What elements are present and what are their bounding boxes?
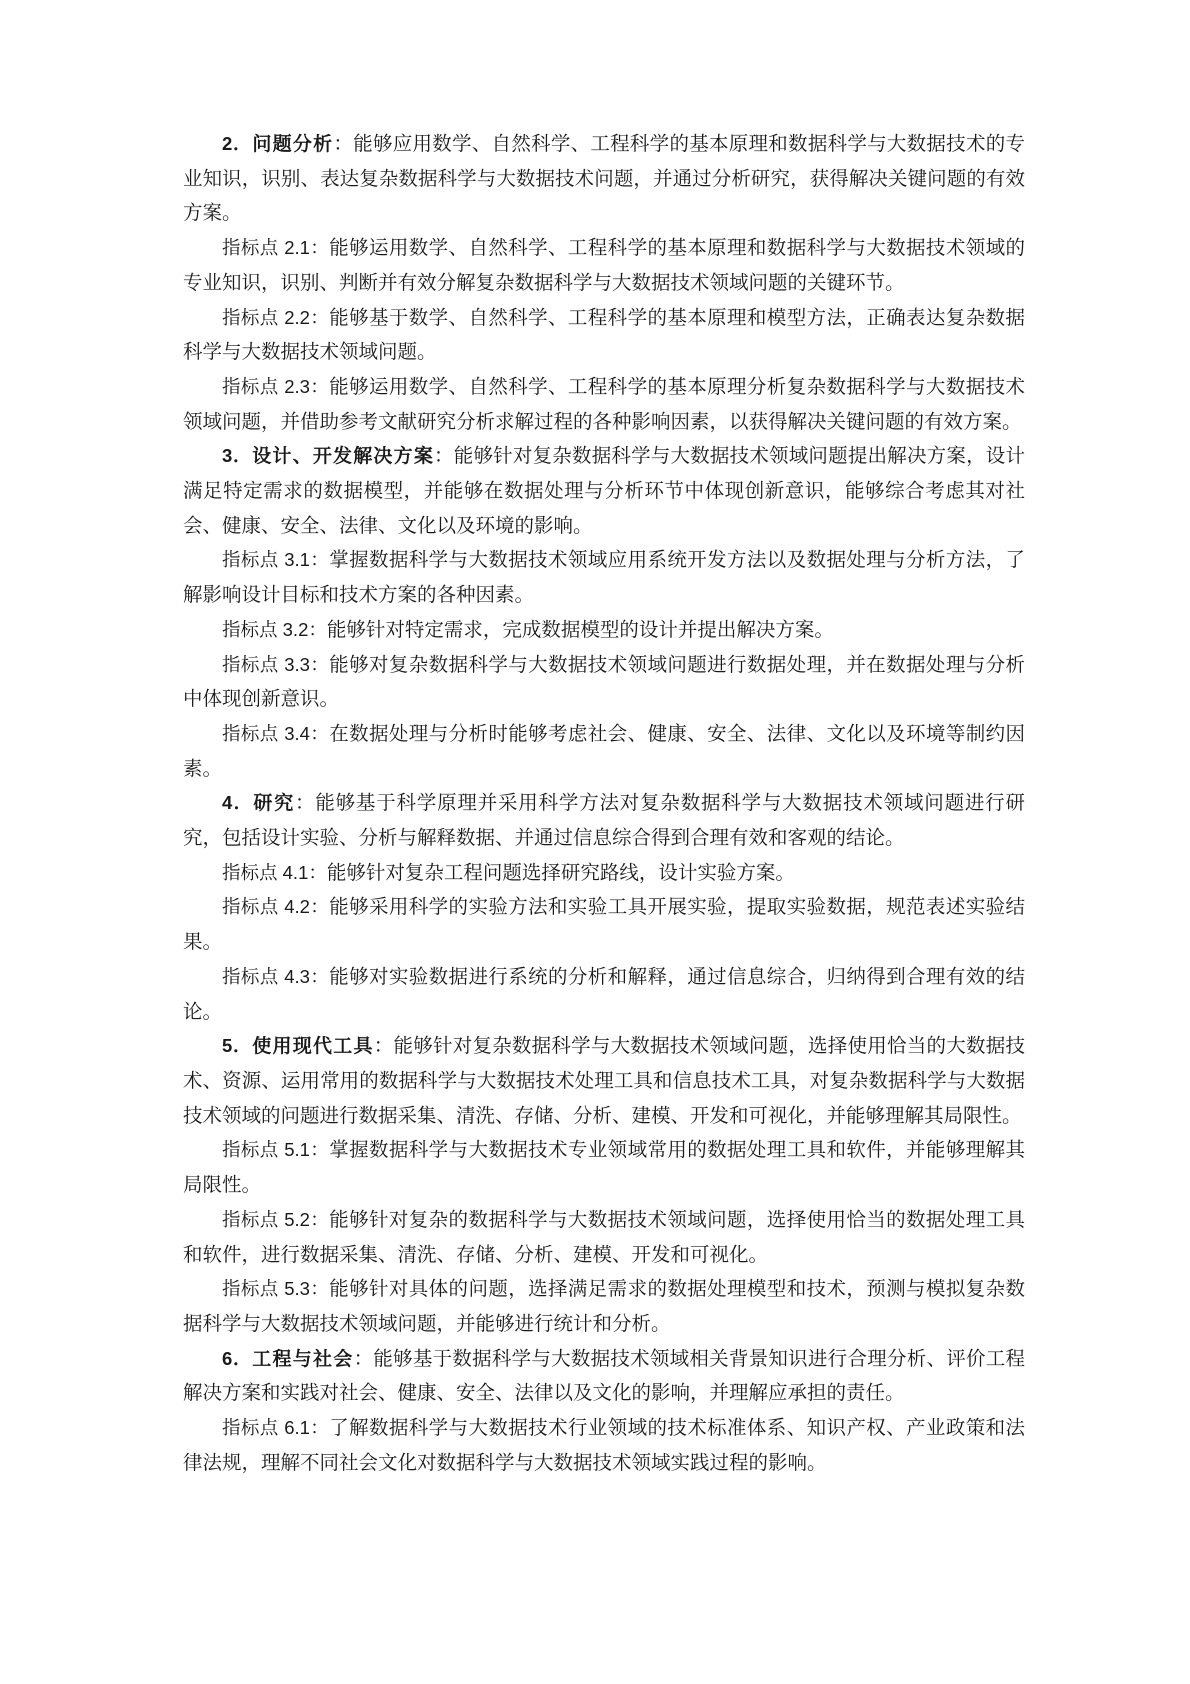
indicator-text: 掌握数据科学与大数据技术领域应用系统开发方法以及数据处理与分析方法，了解影响设计目标和技术方案的各种因素。 [183, 550, 1025, 607]
indicator-label: 指标点 4.3： [222, 965, 330, 987]
indicator-point [183, 649, 1025, 718]
indicator-text: 能够采用科学的实验方法和实验工具开展实验，提取实验数据，规范表述实验结果。 [183, 897, 1025, 954]
section-colon: ： [434, 446, 454, 468]
indicator-point [183, 371, 1025, 440]
section-number: 4． [222, 792, 254, 814]
indicator-point [183, 1134, 1025, 1203]
section-title: 工程与社会 [252, 1348, 354, 1370]
indicator-label: 指标点 5.1： [222, 1139, 330, 1161]
indicator-text: 能够运用数学、自然科学、工程科学的基本原理和数据科学与大数据技术领域的专业知识，识别、判断并有效分解复杂数据科学与大数据技术领域问题的关键环节。 [183, 238, 1025, 294]
indicator-label: 指标点 4.2： [222, 896, 330, 918]
indicator-label: 指标点 2.2： [222, 306, 330, 328]
indicator-text: 了解数据科学与大数据技术行业领域的技术标准体系、知识产权、产业政策和法律法规，理解不同社会文化对数据科学与大数据技术领域实践过程的影响。 [183, 1418, 1025, 1474]
indicator-point [183, 302, 1025, 371]
section-text: 能够应用数学、自然科学、工程科学的基本原理和数据科学与大数据技术的专业知识，识别、表达复杂数据科学与大数据技术问题，并通过分析研究，获得解决关键问题的有效方案。 [183, 134, 1025, 225]
section-colon: ： [295, 793, 316, 815]
indicator-label: 指标点 3.3： [222, 653, 330, 675]
indicator-label: 指标点 2.1： [222, 237, 330, 259]
section-number: 5． [222, 1035, 253, 1057]
indicator-text: 能够对实验数据进行系统的分析和解释，通过信息综合，归纳得到合理有效的结论。 [183, 966, 1025, 1023]
indicator-point [183, 1273, 1025, 1342]
indicator-point [183, 718, 1025, 787]
document-body [183, 128, 1025, 1481]
indicator-label: 指标点 4.1： [222, 861, 327, 883]
section-heading [183, 1030, 1025, 1134]
section-text: 能够基于数据科学与大数据技术领域相关背景知识进行合理分析、评价工程解决方案和实践对社会、健康、安全、法律以及文化的影响，并理解应承担的责任。 [183, 1348, 1025, 1405]
section-number: 3． [222, 445, 253, 467]
indicator-text: 能够针对具体的问题，选择满足需求的数据处理模型和技术，预测与模拟复杂数据科学与大数据技术领域问题，并能够进行统计和分析。 [183, 1279, 1025, 1335]
indicator-label: 指标点 3.4： [222, 722, 330, 744]
section-title: 问题分析 [252, 134, 334, 155]
section-title: 设计、开发解决方案 [252, 446, 435, 468]
indicator-text: 能够对复杂数据科学与大数据技术领域问题进行数据处理，并在数据处理与分析中体现创新意识。 [183, 654, 1025, 711]
section-number: 2． [222, 133, 253, 154]
indicator-point [183, 891, 1025, 960]
indicator-point [183, 857, 1025, 892]
indicator-point [183, 544, 1025, 613]
indicator-label: 指标点 5.2： [222, 1208, 330, 1230]
indicator-point [183, 1204, 1025, 1273]
indicator-point [183, 614, 1025, 649]
section-colon: ： [333, 134, 354, 155]
section-title: 研究 [253, 793, 295, 815]
section-text: 能够针对复杂数据科学与大数据技术领域问题提出解决方案，设计满足特定需求的数据模型，并能够在数据处理与分析环节中体现创新意识，能够综合考虑其对社会、健康、安全、法律、文化以及环境的影响。 [183, 446, 1025, 537]
section-heading [183, 787, 1025, 856]
indicator-point [183, 1412, 1025, 1481]
indicator-text: 能够针对复杂的数据科学与大数据技术领域问题，选择使用恰当的数据处理工具和软件，进行数据采集、清洗、存储、分析、建模、开发和可视化。 [183, 1209, 1025, 1266]
section-colon: ： [353, 1348, 374, 1370]
indicator-text: 能够针对特定需求，完成数据模型的设计并提出解决方案。 [326, 619, 834, 641]
indicator-text: 在数据处理与分析时能够考虑社会、健康、安全、法律、文化以及环境等制约因素。 [183, 723, 1025, 780]
indicator-label: 指标点 3.1： [222, 549, 330, 571]
indicator-text: 能够针对复杂工程问题选择研究路线，设计实验方案。 [326, 862, 795, 884]
indicator-label: 指标点 2.3： [222, 375, 330, 397]
indicator-text: 能够运用数学、自然科学、工程科学的基本原理分析复杂数据科学与大数据技术领域问题，并借助参考文献研究分析求解过程的各种影响因素，以获得解决关键问题的有效方案。 [183, 376, 1025, 433]
section-colon: ： [373, 1036, 394, 1058]
indicator-label: 指标点 3.2： [222, 618, 327, 640]
section-number: 6． [222, 1347, 253, 1369]
indicator-text: 掌握数据科学与大数据技术专业领域常用的数据处理工具和软件，并能够理解其局限性。 [183, 1140, 1025, 1197]
section-heading [183, 1343, 1025, 1412]
section-text: 能够针对复杂数据科学与大数据技术领域问题，选择使用恰当的大数据技术、资源、运用常用的数据科学与大数据技术处理工具和信息技术工具，对复杂数据科学与大数据技术领域的问题进行数据采集、清洗、存储、分析、建模、开发和可视化，并能够理解其局限性。 [183, 1036, 1025, 1127]
section-heading [183, 128, 1025, 232]
indicator-point [183, 961, 1025, 1030]
indicator-label: 指标点 5.3： [222, 1278, 330, 1300]
section-heading [183, 440, 1025, 544]
indicator-point [183, 232, 1025, 301]
indicator-label: 指标点 6.1： [222, 1417, 330, 1439]
indicator-text: 能够基于数学、自然科学、工程科学的基本原理和模型方法，正确表达复杂数据科学与大数据技术领域问题。 [183, 307, 1025, 364]
section-title: 使用现代工具 [252, 1036, 374, 1058]
section-text: 能够基于科学原理并采用科学方法对复杂数据科学与大数据技术领域问题进行研究，包括设计实验、分析与解释数据、并通过信息综合得到合理有效和客观的结论。 [183, 793, 1025, 850]
